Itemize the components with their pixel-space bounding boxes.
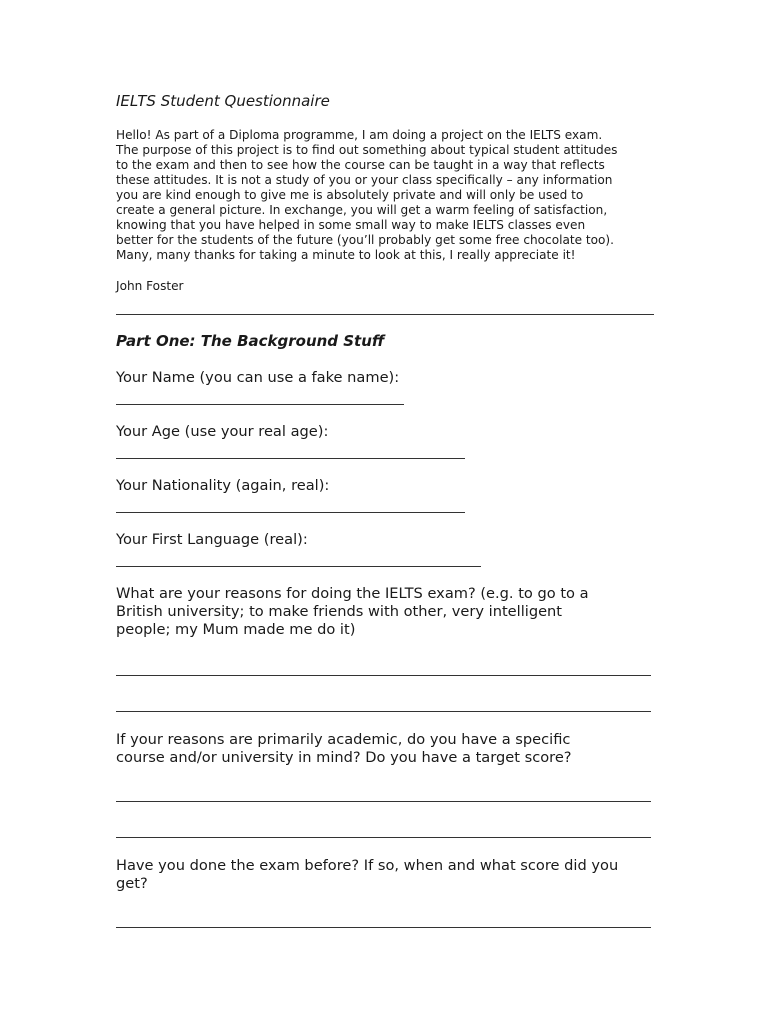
question-reasons: What are your reasons for doing the IELTS exam? (e.g. to go to a British university; to make friends with other, very intelligent people; my Mum made me do it) xyxy=(116,585,589,638)
question-name: Your Name (you can use a fake name): xyxy=(116,369,400,386)
answer-line-nationality[interactable] xyxy=(116,512,465,513)
question-nationality: Your Nationality (again, real): xyxy=(116,477,330,494)
section-title: Part One: The Background Stuff xyxy=(116,332,385,350)
author-name: John Foster xyxy=(116,279,184,293)
answer-line-academic-2[interactable] xyxy=(116,837,651,838)
document-title: IELTS Student Questionnaire xyxy=(116,92,330,110)
intro-paragraph: Hello! As part of a Diploma programme, I am doing a project on the IELTS exam. The purpose of this project is to find out something about typical student attitudes to the exam and then to see how the course can be taught in a way that reflects these attitudes. It is not a study of you or your class specifically – any information you are kind enough to give me is absolutely private and will only be used to create a general picture. In exchange, you will get a warm feeling of satisfaction, knowing that you have helped in some small way to make IELTS classes even better for the students of the future (you’ll probably get some free chocolate too). Many, many thanks for taking a minute to look at this, I really appreciate it! xyxy=(116,128,618,262)
answer-line-academic-1[interactable] xyxy=(116,801,651,802)
answer-line-reasons-2[interactable] xyxy=(116,711,651,712)
answer-line-reasons-1[interactable] xyxy=(116,675,651,676)
section-divider xyxy=(116,314,654,315)
answer-line-first-language[interactable] xyxy=(116,566,481,567)
question-first-language: Your First Language (real): xyxy=(116,531,308,548)
question-exam-before: Have you done the exam before? If so, when and what score did you get? xyxy=(116,857,619,892)
answer-line-name[interactable] xyxy=(116,404,404,405)
answer-line-exam-before[interactable] xyxy=(116,927,651,928)
question-academic: If your reasons are primarily academic, do you have a specific course and/or university in mind? Do you have a target score? xyxy=(116,731,572,766)
question-age: Your Age (use your real age): xyxy=(116,423,329,440)
answer-line-age[interactable] xyxy=(116,458,465,459)
